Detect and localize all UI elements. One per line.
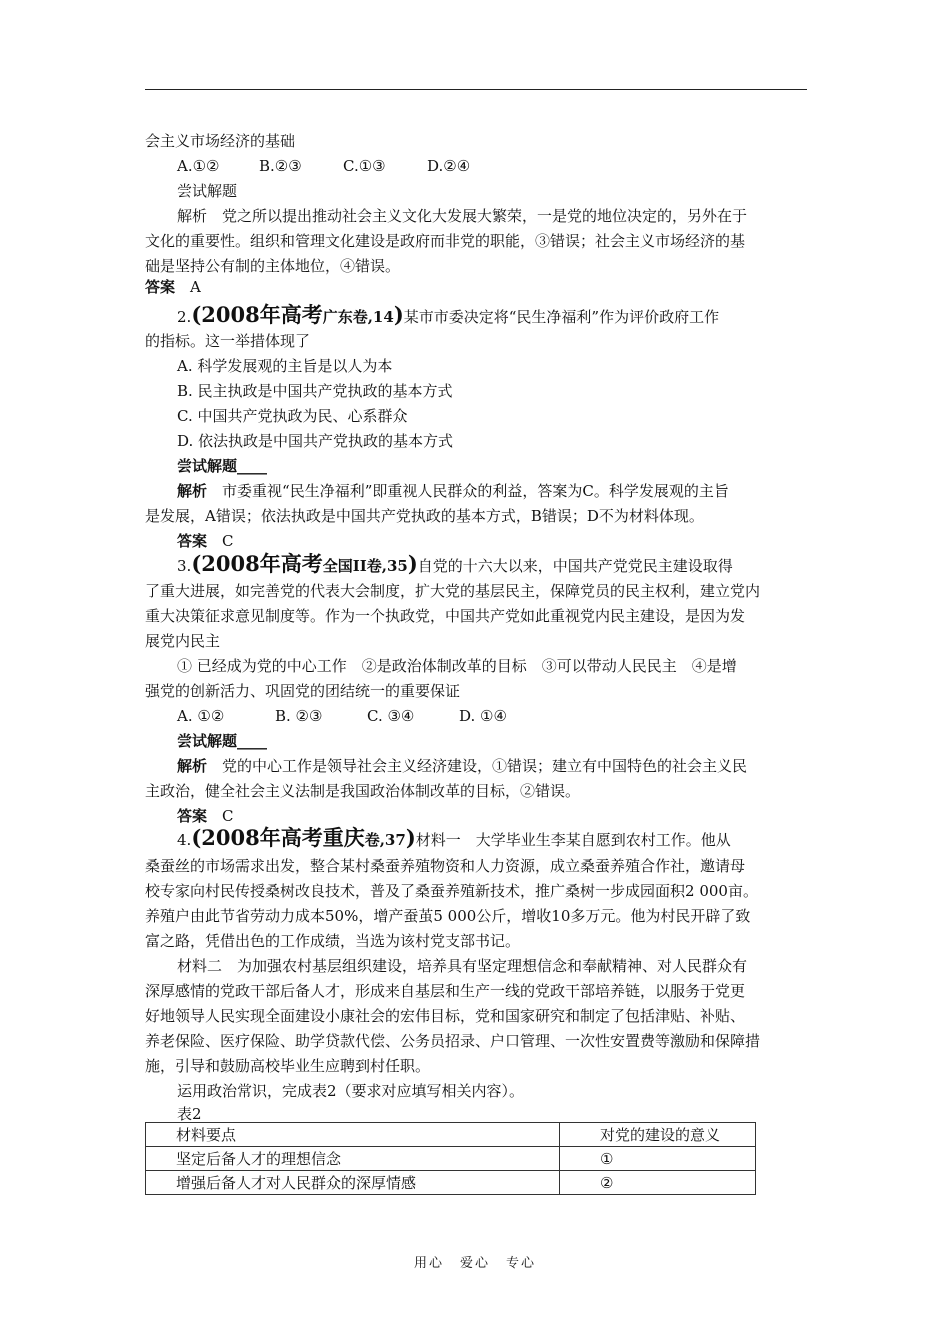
table-cell: 增强后备人才对人民群众的深厚情感: [146, 1171, 560, 1195]
q3-items-line-2: 强党的创新活力、巩固党的团结统一的重要保证: [145, 682, 461, 700]
q3-answer: [177, 806, 234, 826]
q3-stem-line-3: 重大决策征求意见制度等。作为一个执政党，中国共产党如此重视党内民主建设，是因为发: [145, 607, 746, 625]
q3-stem-line-1: 自党的十六大以来，中国共产党党民主建设取得: [417, 557, 733, 575]
q3-option-a: A. ①②: [177, 707, 225, 725]
q4-source-year: 2008年高考重庆: [201, 825, 365, 850]
header-rule: [145, 89, 807, 90]
q1-try-label: 尝试解题: [177, 182, 238, 200]
page-footer: 用心 爱心 专心: [413, 1256, 537, 1271]
q2-analysis-line-2: 是发展，A错误；依法执政是中国共产党执政的基本方式，B错误；D不为材料体现。: [145, 507, 704, 525]
q4-material-1-line-2: 桑蚕丝的市场需求出发，整合某村桑蚕养殖物资和人力资源，成立桑蚕养殖合作社，邀请母: [145, 857, 746, 875]
q2-stem-line-1: 某市市委决定将“民生净福利”作为评价政府工作: [403, 308, 720, 326]
q2-heading: 2.(2008年高考广东卷,14)某市市委决定将“民生净福利”作为评价政府工作: [177, 302, 720, 327]
q3-try-label: 尝试解题____: [177, 732, 268, 750]
q2-answer-value: C: [222, 532, 234, 550]
q2-analysis-label: 解析: [177, 482, 208, 500]
table-cell: 坚定后备人才的理想信念: [146, 1147, 560, 1171]
q2-answer: [177, 531, 234, 551]
q4-material-1-line-5: 富之路，凭借出色的工作成绩，当选为该村党支部书记。: [145, 932, 521, 950]
q3-analysis-line-1: 解析 党的中心工作是领导社会主义经济建设，①错误；建立有中国特色的社会主义民: [177, 757, 748, 775]
table-caption: 表2: [177, 1105, 202, 1123]
q4-material-2-line-2: 深厚感情的党政干部后备人才，形成来自基层和生产一线的党政干部培养链，以服务于党更: [145, 982, 746, 1000]
q1-options: [177, 156, 470, 176]
q1-analysis-line-1: 解析 党之所以提出推动社会主义文化大发展大繁荣，一是党的地位决定的，另外在于: [177, 207, 748, 225]
q3-analysis-label: 解析: [177, 757, 208, 775]
q3-answer-label: 答案: [177, 807, 208, 825]
q3-analysis-line-2: 主政治，健全社会主义法制是我国政治体制改革的目标，②错误。: [145, 782, 581, 800]
q1-answer: [145, 277, 201, 297]
q3-options: [177, 706, 507, 726]
q1-option-a: A.①②: [177, 157, 220, 175]
q1-analysis-line-2: 文化的重要性。组织和管理文化建设是政府而非党的职能，③错误；社会主义市场经济的基: [145, 232, 746, 250]
q2-option-d: D. 依法执政是中国共产党执政的基本方式: [177, 432, 454, 450]
q1-answer-label: 答案: [145, 278, 176, 296]
q2-answer-label: 答案: [177, 532, 208, 550]
q3-stem-line-4: 展党内民主: [145, 632, 221, 650]
q2-stem-line-2: 的指标。这一举措体现了: [145, 332, 311, 350]
table-row: [146, 1147, 756, 1171]
table-row: [146, 1171, 756, 1195]
table-header-cell: 对党的建设的意义: [560, 1123, 756, 1147]
q3-heading: 3.(2008年高考全国II卷,35)自党的十六大以来，中国共产党党民主建设取得: [177, 551, 733, 576]
q2-option-c: C. 中国共产党执政为民、心系群众: [177, 407, 408, 425]
table-cell: ②: [560, 1171, 756, 1195]
table-header-row: [146, 1123, 756, 1147]
q2-option-a: A. 科学发展观的主旨是以人为本: [177, 357, 393, 375]
q3-option-b: B. ②③: [275, 707, 323, 725]
q4-material-2-line-4: 养老保险、医疗保险、助学贷款代偿、公务员招录、户口管理、一次性安置费等激励和保障措: [145, 1032, 761, 1050]
table-cell: ①: [560, 1147, 756, 1171]
q1-answer-value: A: [190, 278, 201, 296]
q1-option-c: C.①③: [343, 157, 386, 175]
q2-analysis-line-1: 解析 市委重视“民生净福利”即重视人民群众的利益，答案为C。科学发展观的主旨: [177, 482, 729, 500]
q3-items-line-1: ① 已经成为党的中心工作 ②是政治体制改革的目标 ③可以带动人民民主 ④是增: [177, 657, 737, 675]
q2-option-b: B. 民主执政是中国共产党执政的基本方式: [177, 382, 453, 400]
q2-source-year: 2008年高考: [201, 302, 323, 327]
answer-table: [145, 1122, 756, 1195]
q2-try-label: 尝试解题____: [177, 457, 268, 475]
q4-task: 运用政治常识，完成表2（要求对应填写相关内容）。: [177, 1082, 525, 1100]
q4-material-1-line-3: 校专家向村民传授桑树改良技术，普及了桑蚕养殖新技术，推广桑树一步成园面积2 000亩。: [145, 882, 758, 900]
q1-stem-tail: 会主义市场经济的基础: [145, 132, 296, 150]
q4-material-1-line-1: 材料一 大学毕业生李某自愿到农村工作。他从: [415, 831, 731, 849]
q1-analysis-label: 解析: [177, 207, 208, 225]
table-header-cell: 材料要点: [146, 1123, 560, 1147]
q3-option-c: C. ③④: [367, 707, 415, 725]
q3-source-year: 2008年高考: [201, 551, 323, 576]
q3-option-d: D. ①④: [459, 707, 507, 725]
q1-analysis-line-3: 础是坚持公有制的主体地位，④错误。: [145, 257, 401, 275]
q3-stem-line-2: 了重大进展，如完善党的代表大会制度，扩大党的基层民主，保障党员的民主权利，建立党内: [145, 582, 761, 600]
q4-source-paper: 卷,37: [364, 831, 406, 849]
q4-material-2-line-3: 好地领导人民实现全面建设小康社会的宏伟目标，党和国家研究和制定了包括津贴、补贴、: [145, 1007, 746, 1025]
q4-heading: 4.(2008年高考重庆卷,37)材料一 大学毕业生李某自愿到农村工作。他从: [177, 825, 731, 850]
q2-source-paper: 广东卷,14: [322, 308, 394, 326]
q4-material-2-line-5: 施，引导和鼓励高校毕业生应聘到村任职。: [145, 1057, 431, 1075]
q4-material-1-line-4: 养殖户由此节省劳动力成本50%，增产蚕茧5 000公斤，增收10多万元。他为村民开辟了致: [145, 907, 751, 925]
q1-option-d: D.②④: [427, 157, 471, 175]
q1-option-b: B.②③: [259, 157, 302, 175]
q3-answer-value: C: [222, 807, 234, 825]
q4-material-2-line-1: 材料二 为加强农村基层组织建设，培养具有坚定理想信念和奉献精神、对人民群众有: [177, 957, 748, 975]
q3-source-paper: 全国II卷,35: [322, 557, 408, 575]
